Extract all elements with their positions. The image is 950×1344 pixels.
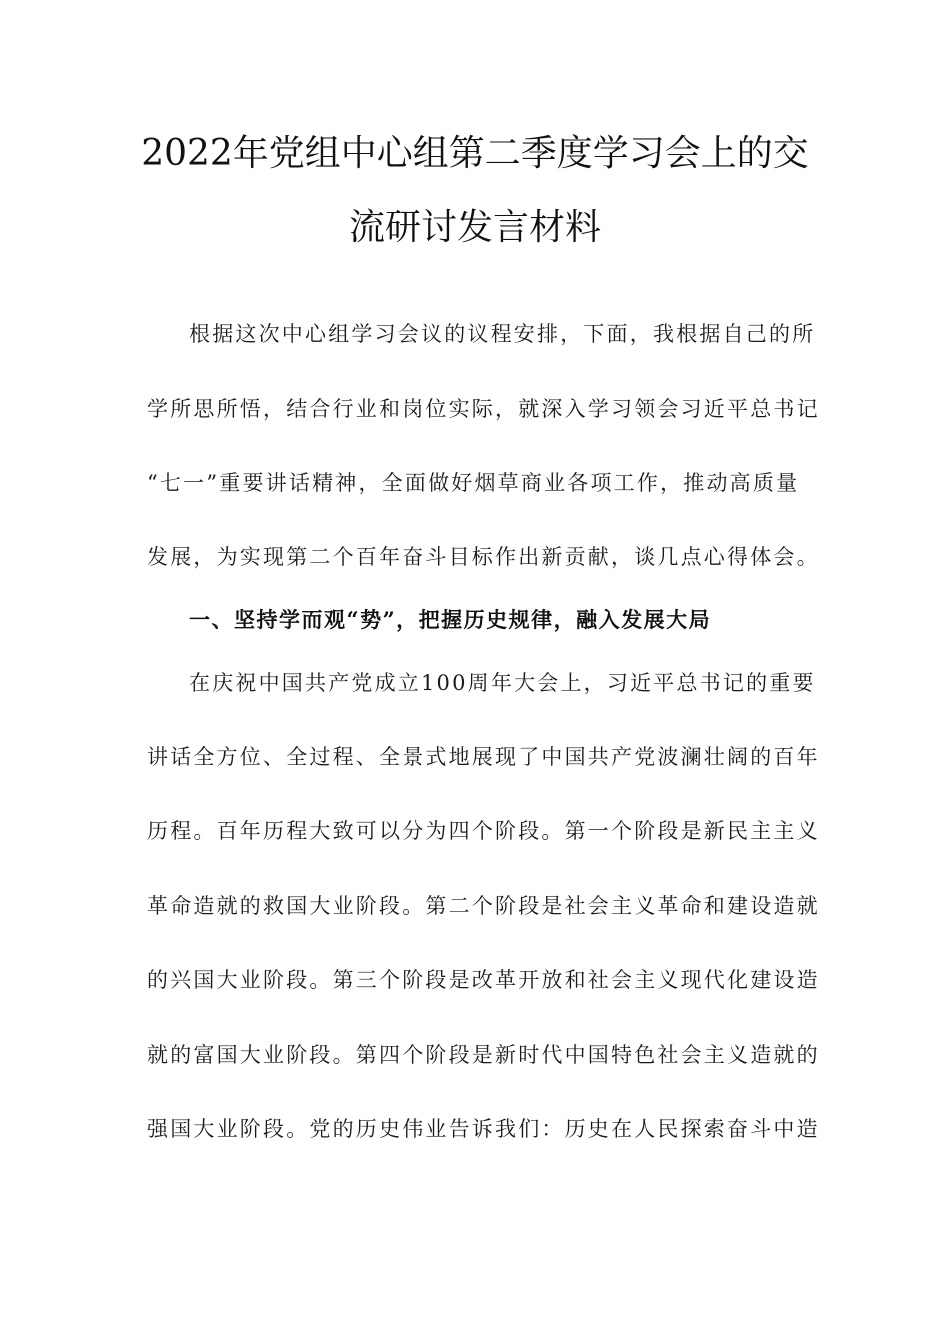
paragraph-1-line-3: “七一”重要讲话精神，全面做好烟草商业各项工作，推动高质量 — [147, 471, 800, 495]
paragraph-2-line-3: 历程。百年历程大致可以分为四个阶段。第一个阶段是新民主主义 — [147, 819, 820, 843]
paragraph-2-line-6: 就的富国大业阶段。第四个阶段是新时代中国特色社会主义造就的 — [147, 1043, 820, 1067]
paragraph-2-line-4: 革命造就的救国大业阶段。第二个阶段是社会主义革命和建设造就 — [147, 894, 820, 918]
paragraph-1-line-2: 学所思所悟，结合行业和岗位实际，就深入学习领会习近平总书记 — [147, 397, 820, 421]
paragraph-2-line-2: 讲话全方位、全过程、全景式地展现了中国共产党波澜壮阔的百年 — [147, 745, 820, 769]
paragraph-2-line-5: 的兴国大业阶段。第三个阶段是改革开放和社会主义现代化建设造 — [147, 968, 820, 992]
document-title-line-1: 2022年党组中心组第二季度学习会上的交 — [141, 133, 809, 174]
paragraph-1-line-4: 发展，为实现第二个百年奋斗目标作出新贡献，谈几点心得体会。 — [147, 545, 820, 569]
paragraph-2-line-1: 在庆祝中国共产党成立100周年大会上，习近平总书记的重要 — [189, 671, 816, 695]
section-heading-1: 一、坚持学而观“势”，把握历史规律，融入发展大局 — [189, 607, 712, 632]
paragraph-2-line-7: 强国大业阶段。党的历史伟业告诉我们：历史在人民探索奋斗中造 — [147, 1117, 820, 1141]
paragraph-1-line-1: 根据这次中心组学习会议的议程安排，下面，我根据自己的所 — [189, 322, 816, 346]
document-title-line-2: 流研讨发言材料 — [348, 207, 601, 248]
